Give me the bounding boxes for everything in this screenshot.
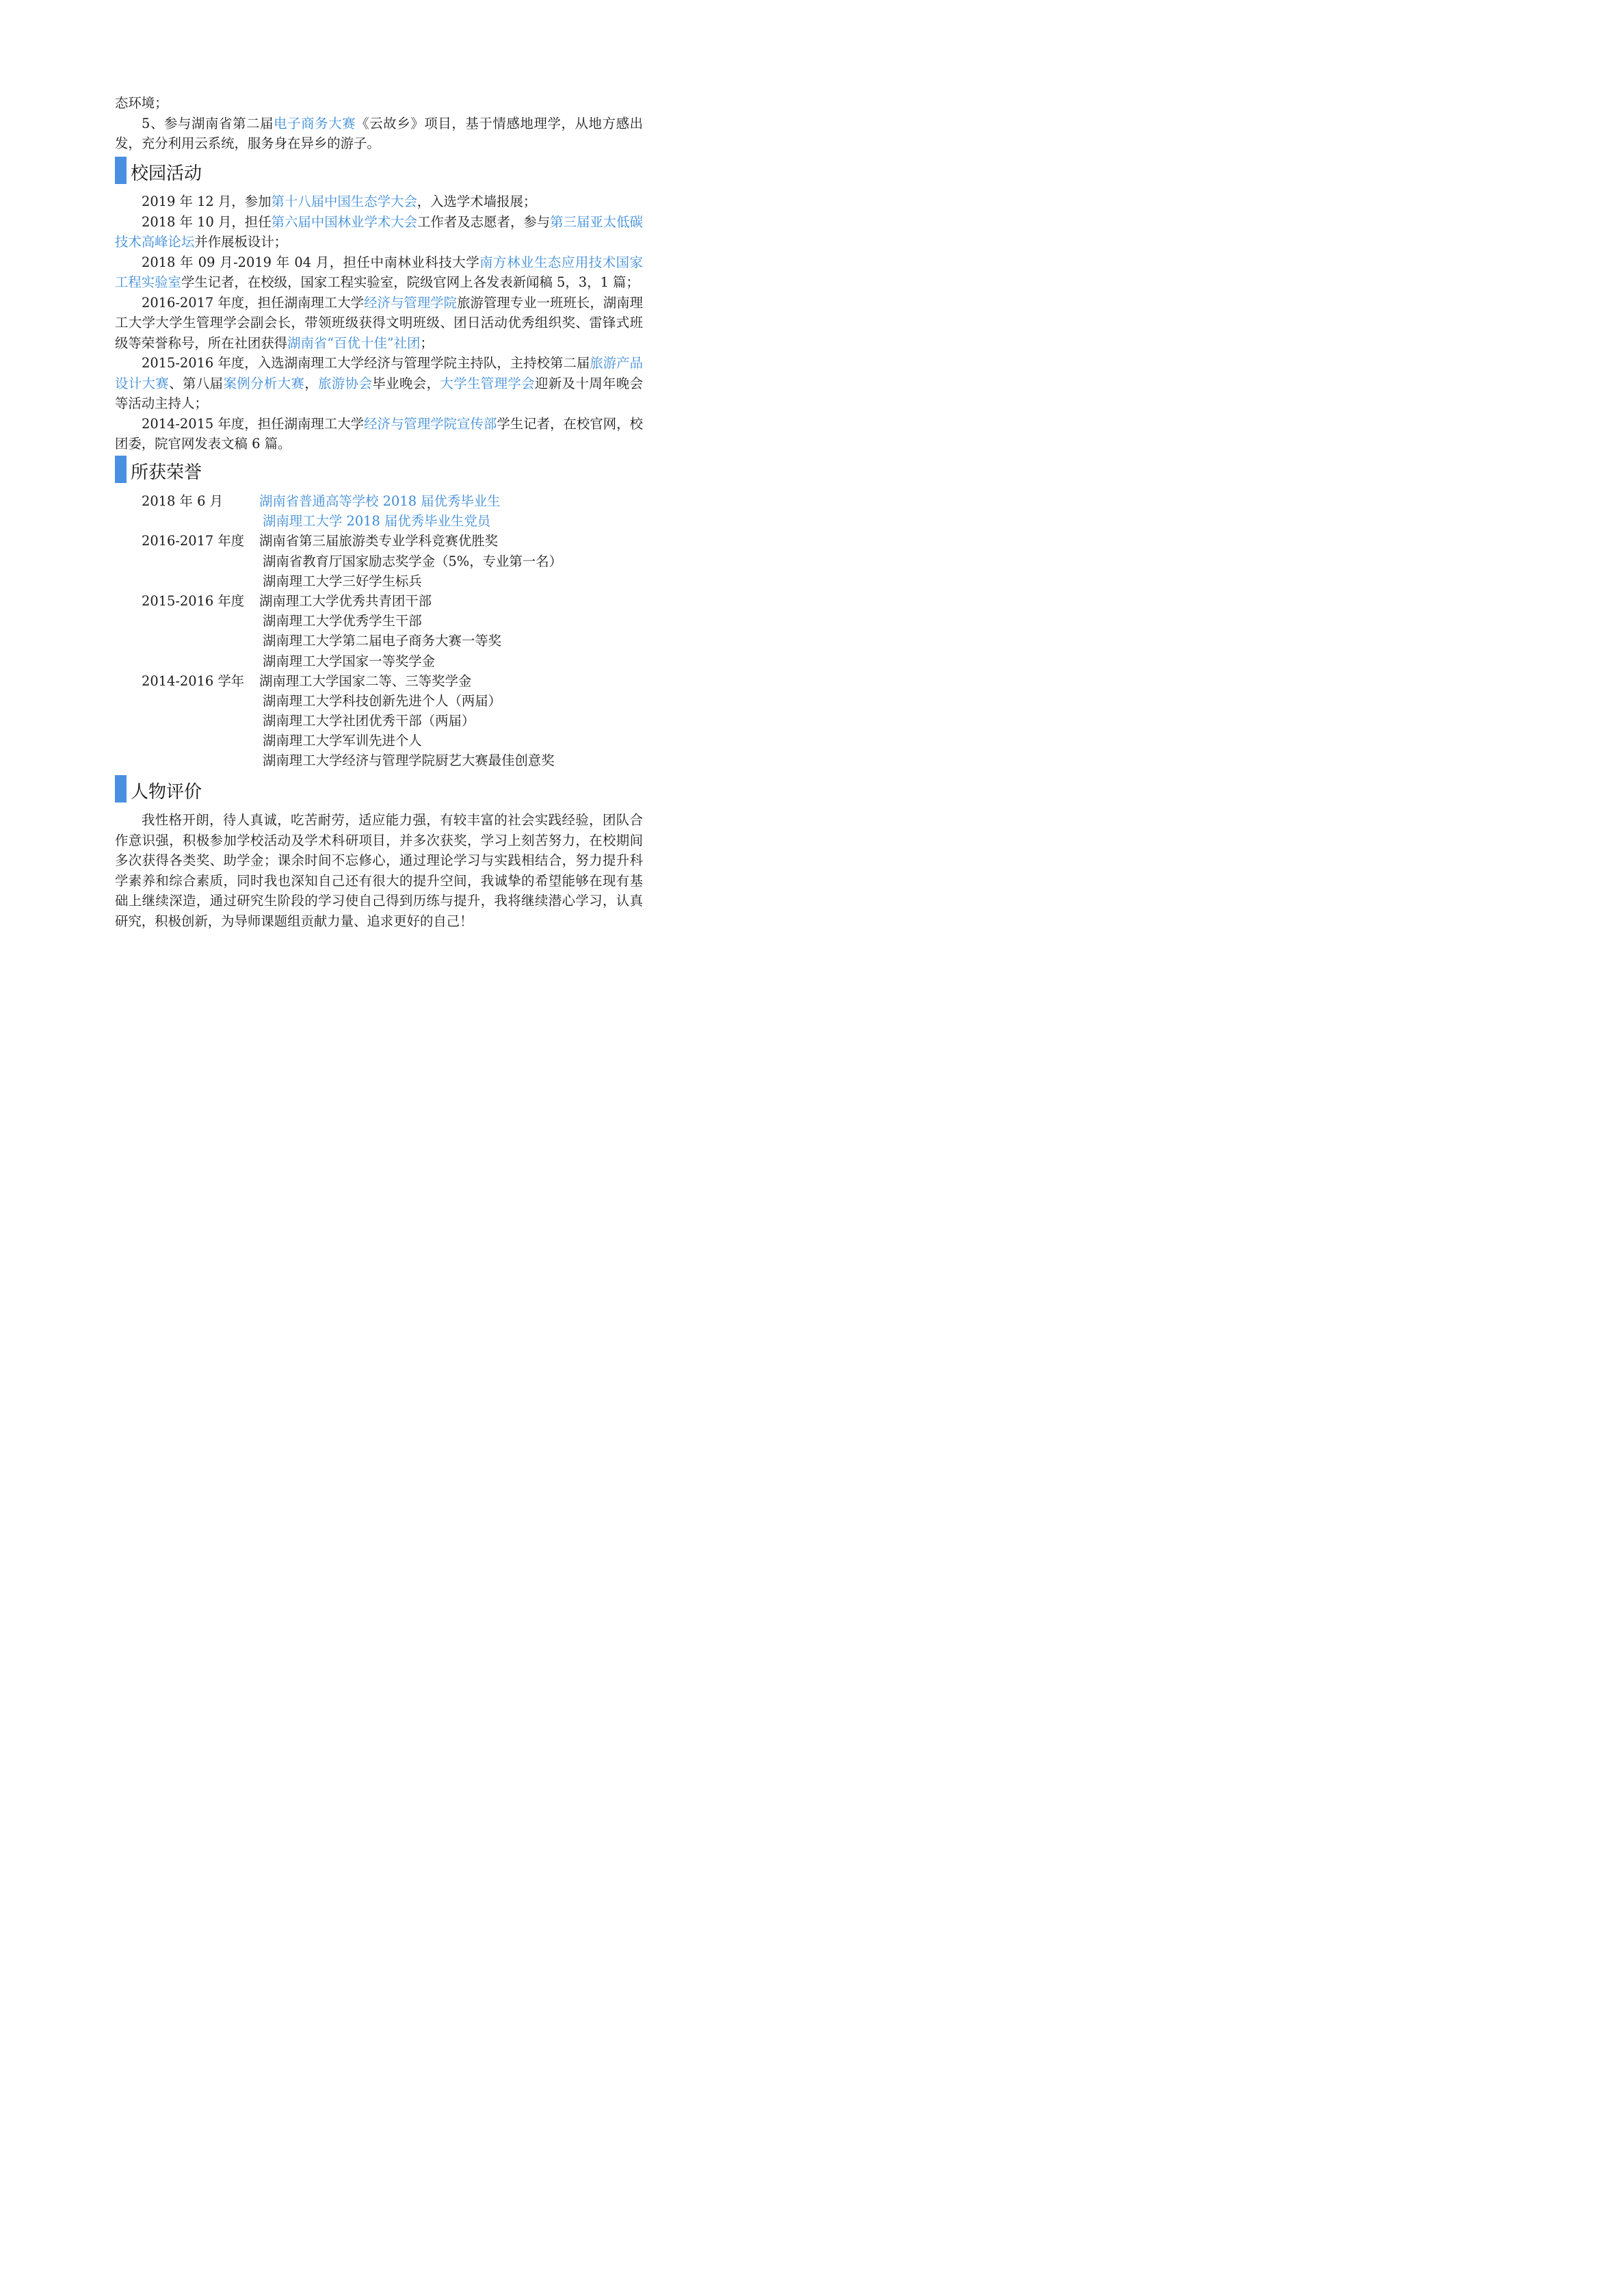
text: 2014-2015 年度，担任湖南理工大学 (142, 415, 365, 432)
honors-list (142, 491, 620, 771)
honor-row (142, 691, 620, 711)
evaluation-section (115, 810, 643, 931)
campus-heading (115, 157, 202, 184)
publicity-department-link[interactable]: 经济与管理学院宣传部 (364, 415, 497, 432)
honor-item: 湖南理工大学优秀学生干部 (263, 613, 422, 629)
honor-item: 湖南理工大学经济与管理学院厨艺大赛最佳创意奖 (263, 753, 555, 769)
heading-bar (115, 456, 127, 483)
campus-item (115, 192, 643, 212)
campus-item (115, 293, 643, 354)
intro-section (115, 93, 643, 154)
text: 、第八届 (169, 375, 224, 391)
national-lab-link[interactable]: 南方林业生态应用技术国家工程实验室 (115, 254, 644, 290)
case-analysis-contest-link[interactable]: 案例分析大赛 (223, 375, 305, 391)
school-link[interactable]: 经济与管理学院 (364, 294, 458, 311)
honor-row (142, 591, 620, 611)
forestry-conference-link[interactable]: 第六届中国林业学术大会 (271, 213, 418, 230)
text: 5、参与湖南省第二届 (142, 115, 274, 131)
honor-item: 湖南理工大学国家一等奖学金 (263, 653, 436, 669)
text: 并作展板设计； (194, 234, 288, 250)
honor-row (142, 651, 620, 671)
ecommerce-contest-link[interactable]: 电子商务大赛 (274, 115, 356, 131)
honor-row (142, 671, 620, 691)
honor-row (142, 711, 620, 731)
evaluation-title: 人物评价 (131, 782, 202, 803)
text: ，入选学术墙报展； (417, 194, 537, 209)
text: 2019 年 12 月，参加 (142, 194, 272, 209)
tourism-association-link[interactable]: 旅游协会 (318, 375, 373, 391)
honor-item: 湖南省第三届旅游类专业学科竞赛优胜奖 (259, 533, 499, 549)
text: 旅游管理专业一班班长，湖南理工大学大学生管理学会副会长，带领班级获得文明班级、团日活动优秀组织奖、雷锋式班级等荣誉称号，所在社团获得 (115, 294, 644, 351)
campus-item (115, 353, 643, 414)
campus-item (115, 252, 643, 293)
honor-row (142, 531, 620, 551)
text: 学生记者，在校级，国家工程实验室，院级官网上各发表新闻稿 5，3，1 篇； (181, 274, 640, 290)
honors-title: 所获荣誉 (131, 462, 202, 483)
campus-section (115, 192, 643, 454)
honor-item: 湖南理工大学国家二等、三等奖学金 (259, 673, 472, 689)
intro-item-5 (115, 114, 643, 154)
honor-item: 湖南省教育厅国家励志奖学金（5%，专业第一名） (263, 553, 562, 569)
honor-row (142, 751, 620, 770)
ecology-congress-link[interactable]: 第十八届中国生态学大会 (271, 194, 417, 209)
honor-item[interactable]: 湖南理工大学 2018 届优秀毕业生党员 (263, 513, 491, 530)
campus-item (115, 212, 643, 252)
campus-title: 校园活动 (131, 164, 202, 184)
honor-item: 湖南理工大学三好学生标兵 (263, 573, 422, 589)
honor-date: 2016-2017 年度 (142, 533, 245, 549)
honor-row (142, 631, 620, 651)
campus-item (115, 414, 643, 454)
honor-item: 湖南理工大学军训先进个人 (263, 733, 422, 749)
evaluation-heading (115, 775, 202, 803)
honor-row (142, 491, 620, 511)
club-award-link[interactable]: 湖南省“百优十佳”社团 (287, 335, 421, 351)
honor-item: 湖南理工大学社团优秀干部（两届） (263, 713, 475, 729)
text: 毕业晚会， (372, 375, 440, 391)
honor-date: 2014-2016 学年 (142, 673, 245, 689)
honors-heading (115, 456, 202, 483)
text: 工作者及志愿者，参与 (417, 213, 551, 230)
text: ， (304, 375, 319, 391)
text: 2015-2016 年度，入选湖南理工大学经济与管理学院主持队，主持校第二届 (142, 355, 590, 371)
intro-line (115, 93, 643, 114)
honor-item: 湖南理工大学优秀共青团干部 (259, 592, 432, 609)
text: 2016-2017 年度，担任湖南理工大学 (142, 294, 365, 311)
text: 2018 年 10 月，担任 (142, 213, 272, 230)
honor-row (142, 611, 620, 631)
resume-page (0, 0, 752, 1065)
heading-bar (115, 157, 127, 184)
honor-item: 湖南理工大学科技创新先进个人（两届） (263, 692, 502, 709)
honor-item: 湖南理工大学第二届电子商务大赛一等奖 (263, 633, 502, 649)
management-society-link[interactable]: 大学生管理学会 (440, 375, 536, 391)
heading-bar (115, 775, 127, 803)
honor-item[interactable]: 湖南省普通高等学校 2018 届优秀毕业生 (259, 493, 501, 509)
honor-row (142, 551, 620, 571)
low-carbon-forum-link[interactable]: 第三届亚太低碳技术高峰论坛 (115, 213, 644, 250)
honor-row (142, 571, 620, 591)
evaluation-text: 我性格开朗，待人真诚，吃苦耐劳，适应能力强，有较丰富的社会实践经验，团队合作意识强，积极参加学校活动及学术科研项目，并多次获奖，学习上刻苦努力，在校期间多次获得各类奖、助学金；课余时间不忘修心，通过理论学习与实践相结合，努力提升科学素养和综合素质，同时我也深知自己还有很大的提升空间，我诚挚的希望能够在现有基础上继续深造，通过研究生阶段的学习使自己得到历练与提升，我将继续潜心学习，认真研究，积极创新，为导师课题组贡献力量、追求更好的自己！ (115, 812, 643, 929)
honor-row (142, 731, 620, 751)
honor-date: 2015-2016 年度 (142, 592, 245, 609)
tourism-design-contest-link[interactable]: 旅游产品设计大赛 (115, 355, 643, 391)
intro-text: 态环境； (115, 95, 168, 111)
text: 迎新及十周年晚会等活动主持人； (115, 375, 644, 411)
text: 学生记者，在校官网，校团委，院官网发表文稿 6 篇。 (115, 415, 644, 452)
text: 《云故乡》项目，基于情感地理学，从地方感出发，充分利用云系统，服务身在异乡的游子。 (115, 115, 644, 151)
text: ； (420, 335, 434, 351)
honor-date: 2018 年 6 月 (142, 493, 223, 509)
text: 2018 年 09 月-2019 年 04 月，担任中南林业科技大学 (142, 254, 480, 270)
honor-row (142, 511, 620, 531)
